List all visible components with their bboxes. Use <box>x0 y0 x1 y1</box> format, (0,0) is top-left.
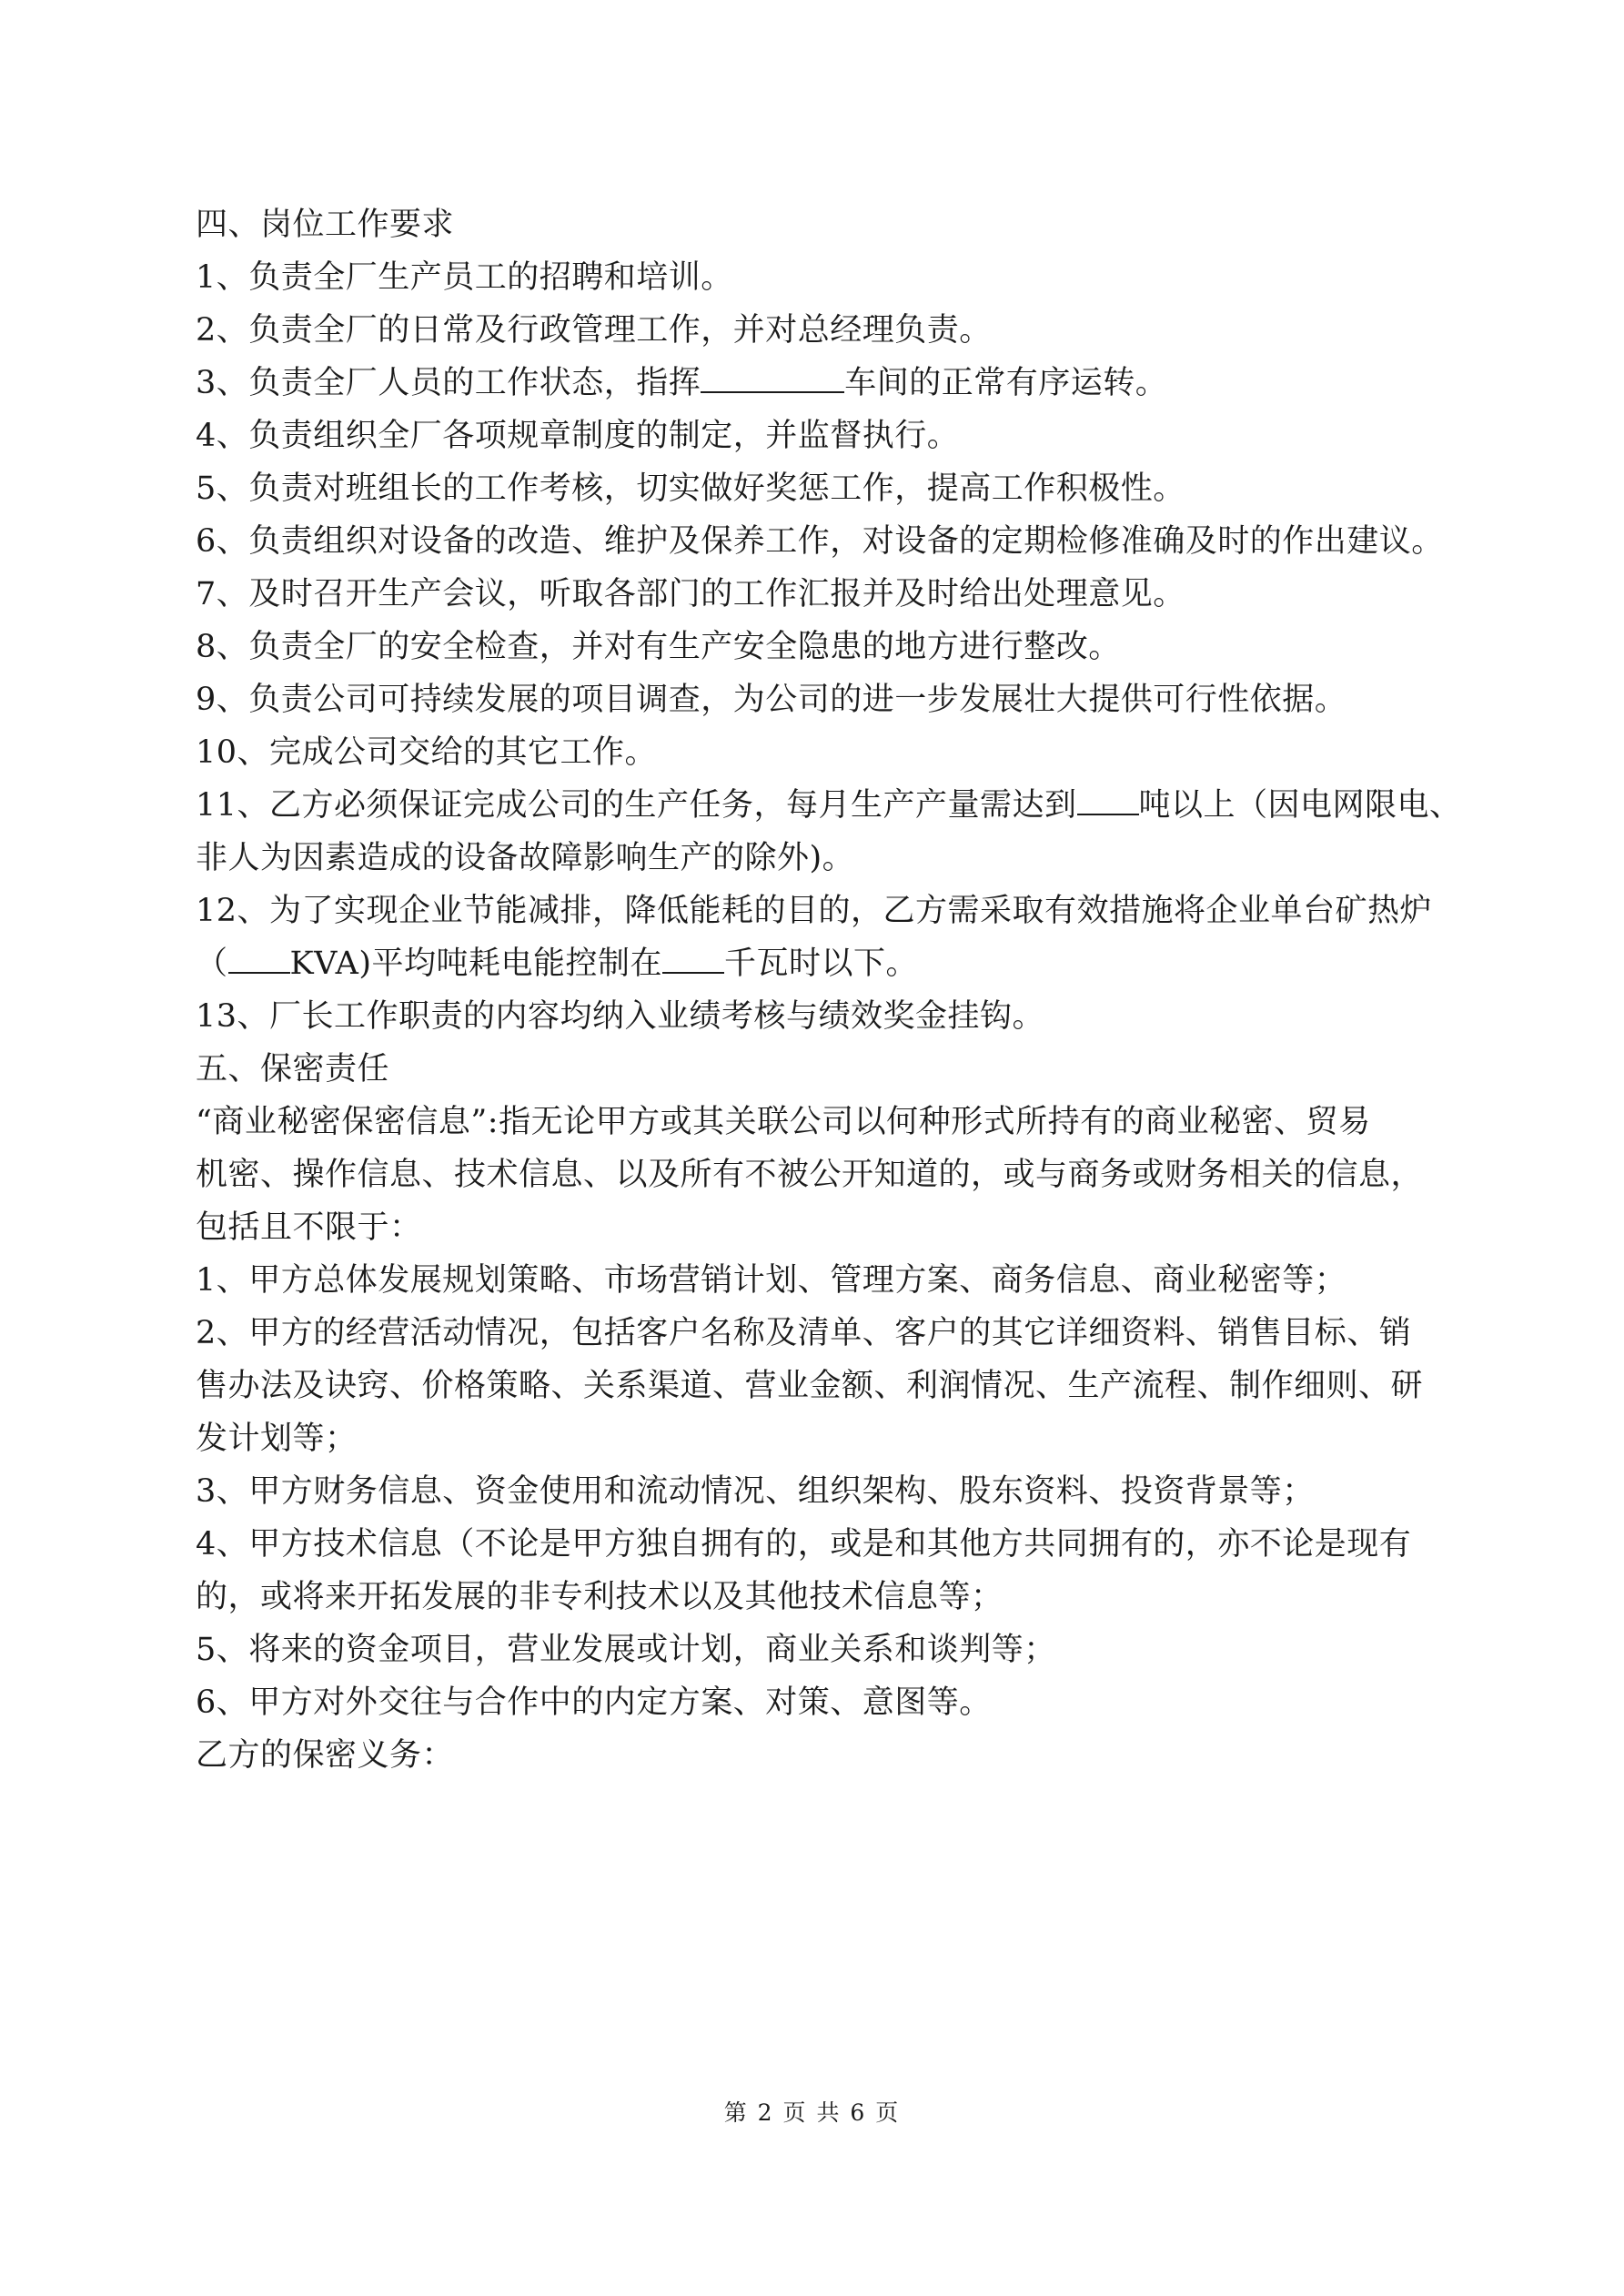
list-item: 3、甲方财务信息、资金使用和流动情况、组织架构、股东资料、投资背景等； <box>196 1473 1315 1510</box>
list-item: 5、将来的资金项目，营业发展或计划，商业关系和谈判等； <box>196 1632 1056 1668</box>
list-item: 1、甲方总体发展规划策略、市场营销计划、管理方案、商务信息、商业秘密等； <box>196 1262 1347 1299</box>
list-item <box>196 779 1462 832</box>
list-item: 13、厂长工作职责的内容均纳入业绩考核与绩效奖金挂钩。 <box>196 998 1045 1035</box>
list-item: 6、负责组织对设备的改造、维护及保养工作，对设备的定期检修准确及时的作出建议。 <box>196 523 1444 560</box>
list-item: 1、负责全厂生产员工的招聘和培训。 <box>196 259 733 296</box>
fill-blank <box>1077 783 1139 815</box>
item-text: 11、乙方必须保证完成公司的生产任务，每月生产产量需达到 <box>196 787 1077 824</box>
list-item: 10、完成公司交给的其它工作。 <box>196 734 658 771</box>
item-text: 千瓦时以下。 <box>724 946 919 982</box>
definition-line: “商业秘密保密信息”:指无论甲方或其关联公司以何种形式所持有的商业秘密、贸易 <box>196 1104 1371 1140</box>
list-item: 9、负责公司可持续发展的项目调查，为公司的进一步发展壮大提供可行性依据。 <box>196 682 1347 718</box>
list-item-continuation: 发计划等； <box>196 1421 358 1457</box>
page-number-footer: 第 2 页 共 6 页 <box>723 2099 901 2126</box>
list-item: 7、及时召开生产会议，听取各部门的工作汇报并及时给出处理意见。 <box>196 576 1185 612</box>
fill-blank <box>701 360 844 393</box>
item-text: KVA)平均吨耗电能控制在 <box>289 946 662 982</box>
definition-line: 机密、操作信息、技术信息、以及所有不被公开知道的，或与商务或财务相关的信息， <box>196 1157 1424 1193</box>
list-item: 2、甲方的经营活动情况，包括客户名称及清单、客户的其它详细资料、销售目标、销 <box>196 1315 1412 1351</box>
list-item: 6、甲方对外交往与合作中的内定方案、对策、意图等。 <box>196 1684 992 1721</box>
list-item: 2、负责全厂的日常及行政管理工作，并对总经理负责。 <box>196 312 992 349</box>
list-item-continuation <box>196 937 1451 990</box>
list-item-continuation: 的，或将来开拓发展的非专利技术以及其他技术信息等； <box>196 1579 1004 1615</box>
list-item-continuation: 非人为因素造成的设备故障影响生产的除外)。 <box>196 840 855 876</box>
list-item <box>196 357 1451 410</box>
list-item: 8、负责全厂的安全检查，并对有生产安全隐患的地方进行整改。 <box>196 629 1121 665</box>
section-heading-4: 四、岗位工作要求 <box>196 207 455 243</box>
list-item-continuation: 售办法及诀窍、价格策略、关系渠道、营业金额、利润情况、生产流程、制作细则、研 <box>196 1368 1424 1404</box>
list-item: 12、为了实现企业节能减排，降低能耗的目的，乙方需采取有效措施将企业单台矿热炉 <box>196 893 1433 929</box>
list-item: 5、负责对班组长的工作考核，切实做好奖惩工作，提高工作积极性。 <box>196 470 1185 507</box>
item-text: 3、负责全厂人员的工作状态，指挥 <box>196 365 701 401</box>
fill-blank <box>662 941 724 974</box>
list-item: 4、负责组织全厂各项规章制度的制定，并监督执行。 <box>196 418 960 454</box>
document-body <box>196 198 1462 1782</box>
obligation-heading: 乙方的保密义务： <box>196 1737 455 1774</box>
item-text: 吨以上（因电网限电、 <box>1138 787 1462 824</box>
item-text: 车间的正常有序运转。 <box>844 365 1168 401</box>
section-heading-5: 五、保密责任 <box>196 1051 390 1087</box>
list-item: 4、甲方技术信息（不论是甲方独自拥有的，或是和其他方共同拥有的，亦不论是现有 <box>196 1526 1412 1563</box>
definition-line: 包括且不限于： <box>196 1209 422 1246</box>
item-text: （ <box>196 946 228 982</box>
fill-blank <box>228 941 290 974</box>
